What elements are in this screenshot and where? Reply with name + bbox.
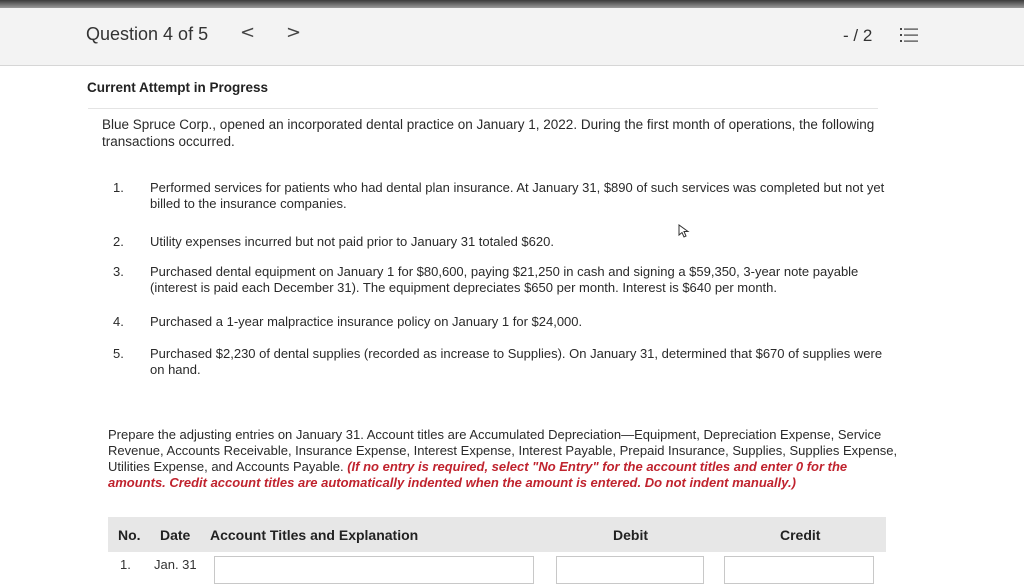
entry-date: Jan. 31 (154, 557, 197, 572)
transaction-number: 5. (113, 346, 124, 361)
credit-input[interactable] (724, 556, 874, 584)
column-header-credit: Credit (780, 527, 821, 543)
question-header (0, 8, 1024, 66)
transaction-text: Performed services for patients who had dental plan insurance. At January 31, $890 of such services was completed but not yet billed to the insurance companies. (150, 180, 885, 211)
column-header-date: Date (160, 527, 191, 543)
instructions (108, 427, 908, 491)
problem-intro: Blue Spruce Corp., opened an incorporated dental practice on January 1, 2022. During the first month of operations, the following transactions occurred. (102, 117, 875, 149)
mouse-pointer-icon (678, 224, 690, 238)
attempt-status: Current Attempt in Progress (87, 80, 269, 95)
transaction-text: Purchased dental equipment on January 1 for $80,600, paying $21,250 in cash and signing a $59,350, 3-year note payable (interest is paid each December 31). The equipment depreciates $650 per month. Interest is $640 per month. (150, 264, 859, 295)
debit-input[interactable] (556, 556, 704, 584)
next-question-button[interactable]: > (286, 22, 302, 43)
transaction-text: Utility expenses incurred but not paid prior to January 31 totaled $620. (150, 234, 554, 249)
transaction-number: 1. (113, 180, 124, 195)
divider (88, 108, 878, 109)
question-list-icon[interactable] (900, 27, 918, 43)
question-score: - / 2 (843, 26, 873, 45)
journal-table-header (108, 517, 886, 552)
transaction-text: Purchased a 1-year malpractice insurance policy on January 1 for $24,000. (150, 314, 583, 329)
column-header-account: Account Titles and Explanation (210, 527, 419, 543)
table-row (108, 552, 886, 588)
account-title-input[interactable] (214, 556, 534, 584)
transaction-number: 3. (113, 264, 124, 279)
previous-question-button[interactable]: < (240, 22, 256, 43)
question-counter: Question 4 of 5 (86, 24, 209, 44)
window-top-edge (0, 0, 1024, 8)
column-header-no: No. (118, 527, 141, 543)
instructions-note: (If no entry is required, select "No Entry" for the account titles and enter 0 for the amounts. Credit account titles are automatically indented when the amount is entered. Do not indent manually.) (108, 459, 848, 490)
transaction-text: Purchased $2,230 of dental supplies (recorded as increase to Supplies). On January 31, determined that $670 of supplies were on hand. (150, 346, 883, 377)
column-header-debit: Debit (613, 527, 648, 543)
transaction-number: 2. (113, 234, 124, 249)
instructions-text: Prepare the adjusting entries on January 31. Account titles are Accumulated Depreciation—Equipment, Depreciation Expense, Service Revenue, Accounts Receivable, Insurance Expense, Interest Expense, Interest Payable, Prepaid Insurance, Supplies, Supplies Expense, Utilities Expense, and Accounts Payable. (108, 427, 898, 474)
entry-number: 1. (120, 557, 131, 572)
transaction-number: 4. (113, 314, 124, 329)
